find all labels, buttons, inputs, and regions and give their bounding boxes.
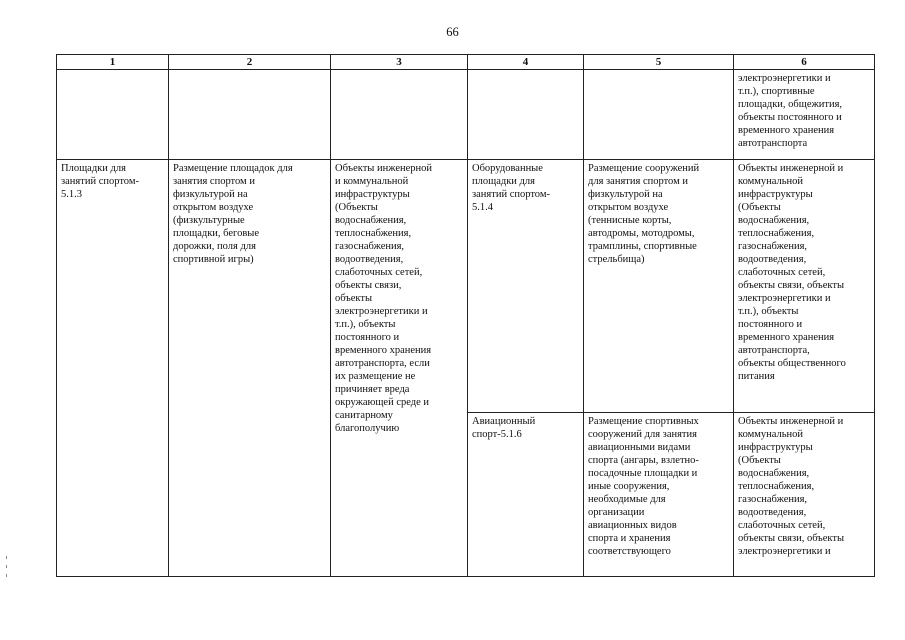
sub-use-name-cell	[468, 160, 584, 413]
continued-cell-1	[57, 70, 169, 160]
land-use-table	[56, 54, 875, 577]
header-col-2: 2	[169, 55, 331, 70]
auxiliary-use: Объекты инженерной и коммунальной инфраструктуры (Объекты водоснабжения, теплоснабжения, газоснабжения, водоотведения, слаботочных сетей, объекты связи, объекты электроэнергетики и т.п.), объекты постоянного и временного хранения автотранспорта, если их размещение не причиняет вреда окружающей среде и санитарному благополучию	[335, 163, 433, 434]
continued-cell-6	[734, 70, 875, 160]
sub-use-name: Оборудованные площадки для занятий спортом- 5.1.4	[472, 163, 550, 213]
header-row	[57, 55, 875, 70]
sub-use-auxiliary-cell	[734, 160, 875, 413]
sub-use-name: Авиационный спорт-5.1.6	[472, 416, 536, 440]
sub-use-description-cell	[584, 413, 734, 577]
header-col-3: 3	[331, 55, 468, 70]
continued-cell-2	[169, 70, 331, 160]
sub-use-description: Размещение сооружений для занятия спортом и физкультурой на открытом воздухе (теннисные корты, автодромы, мотодромы, трамплины, спортивные стрельбища)	[588, 163, 700, 265]
continued-cell-6-text: электроэнергетики и т.п.), спортивные площадки, общежития, объекты постоянного и временного хранения автотранспорта	[738, 73, 843, 149]
sub-use-auxiliary: Объекты инженерной и коммунальной инфраструктуры (Объекты водоснабжения, теплоснабжения, газоснабжения, водоотведения, слаботочных сетей, объекты связи, объекты электроэнергетики и т.п.), объекты постоянного и временного хранения автотранспорта, объекты общественного питания	[738, 163, 846, 382]
sub-use-description-cell	[584, 160, 734, 413]
page-number: 66	[446, 25, 459, 39]
sub-use-auxiliary: Объекты инженерной и коммунальной инфраструктуры (Объекты водоснабжения, теплоснабжения, газоснабжения, водоотведения, слаботочных сетей, объекты связи, объекты электроэнергетики и	[738, 416, 845, 557]
header-col-4: 4	[468, 55, 584, 70]
table-row	[57, 160, 875, 413]
margin-marks	[6, 556, 8, 583]
continued-cell-4	[468, 70, 584, 160]
land-use-name: Площадки для занятий спортом- 5.1.3	[61, 163, 139, 200]
continued-row	[57, 70, 875, 160]
continued-cell-5	[584, 70, 734, 160]
sub-use-auxiliary-cell	[734, 413, 875, 577]
auxiliary-use-cell	[331, 160, 468, 577]
continued-cell-3	[331, 70, 468, 160]
sub-use-name-cell	[468, 413, 584, 577]
land-use-description: Размещение площадок для занятия спортом и физкультурой на открытом воздухе (физкультурные площадки, беговые дорожки, поля для спортивной игры)	[173, 163, 293, 265]
header-col-5: 5	[584, 55, 734, 70]
header-col-1: 1	[57, 55, 169, 70]
header-col-6: 6	[734, 55, 875, 70]
land-use-description-cell	[169, 160, 331, 577]
land-use-name-cell	[57, 160, 169, 577]
sub-use-description: Размещение спортивных сооружений для занятия авиационными видами спорта (ангары, взлетно- посадочные площадки и иные сооружения, необходимые для организации авиационных видов спорта и хранения соответствующего	[588, 416, 699, 557]
